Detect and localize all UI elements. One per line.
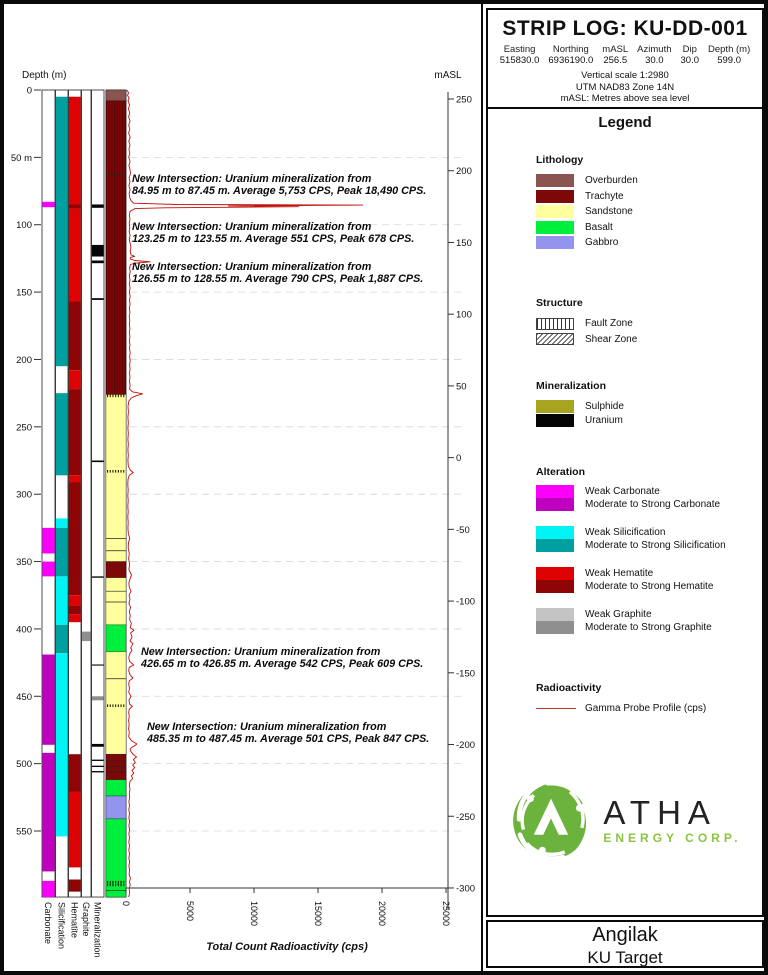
collar-field-value: 256.5: [603, 55, 628, 66]
cps-tick-label: 10000: [249, 901, 259, 927]
collar-field-label: Depth (m): [708, 44, 751, 55]
annotation-line2: 84.95 m to 87.45 m. Average 5,753 CPS, Peak 18,490 CPS.: [132, 185, 427, 197]
silicification-interval: [56, 518, 68, 527]
annotation-line1: New Intersection: Uranium mineralization from: [141, 646, 381, 658]
masl-axis-label: mASL: [434, 70, 462, 81]
strip-log-plot: [4, 4, 491, 975]
legend-section-structure: [536, 297, 756, 347]
company-logo: [488, 778, 762, 864]
page-title: STRIP LOG: KU-DD-001: [502, 17, 748, 40]
hematite-interval: [69, 475, 81, 482]
silicification-interval: [56, 97, 68, 366]
mineralization-interval: [92, 261, 104, 264]
masl-tick-label: 200: [456, 166, 472, 178]
logo-company-name: ATHA: [603, 793, 717, 831]
collar-field-value: 599.0: [717, 55, 741, 66]
collar-field: [681, 44, 700, 66]
legend-dual-swatch: [536, 608, 574, 634]
collar-field-value: 6936190.0: [548, 55, 594, 66]
legend-item-label: Overburden: [585, 175, 638, 187]
target-name: KU Target: [587, 948, 663, 967]
cps-tick-label: 25000: [441, 901, 451, 927]
gamma-probe-profile: [127, 90, 363, 897]
lithology-interval-basalt: [106, 625, 126, 652]
legend-dual-swatch: [536, 526, 574, 552]
legend-swatch: [536, 414, 574, 427]
legend-swatch: [536, 400, 574, 413]
depth-axis-label: Depth (m): [22, 70, 67, 81]
legend-item-label: Fault Zone: [585, 318, 633, 330]
depth-tick-label: 200: [16, 354, 32, 366]
atha-swirl-icon: [508, 778, 594, 864]
scale-notes: [488, 70, 762, 105]
masl-tick-label: -150: [456, 668, 476, 680]
collar-field-label: Azimuth: [637, 44, 672, 55]
intersection-annotation: [146, 721, 429, 745]
legend-title: Legend: [598, 114, 652, 131]
project-name: Angilak: [592, 924, 658, 946]
annotation-line2: 126.55 m to 128.55 m. Average 790 CPS, Peak 1,887 CPS.: [132, 273, 424, 285]
annotation-line2: 485.35 m to 487.45 m. Average 501 CPS, Peak 847 CPS.: [147, 733, 430, 745]
collar-field-value: 30.0: [680, 55, 699, 66]
legend-item-label: Sandstone: [585, 206, 633, 218]
hematite-interval: [69, 205, 81, 209]
shear-zone-swatch: [536, 333, 574, 345]
depth-tick-label: 50 m: [10, 152, 32, 164]
mineralization-interval: [92, 744, 104, 747]
collar-field: [500, 44, 540, 66]
legend-alteration-labels: [585, 526, 726, 552]
cps-tick-label: 20000: [377, 901, 387, 927]
lithology-interval-sandstone: [106, 394, 126, 561]
mineralization-interval: [92, 760, 104, 761]
collar-field: [602, 44, 628, 66]
legend-alteration-labels: [585, 567, 713, 593]
legend-heading: Radioactivity: [536, 682, 602, 694]
depth-tick-label: 350: [16, 557, 32, 569]
hematite-interval: [69, 595, 81, 606]
strong-label: Moderate to Strong Silicification: [585, 540, 726, 551]
mineralization-interval: [92, 664, 104, 665]
masl-tick-label: -250: [456, 811, 476, 823]
legend-dual-swatch: [536, 567, 574, 593]
legend-item: [536, 204, 756, 220]
hematite-interval: [69, 302, 81, 371]
legend-item: [536, 189, 756, 205]
depth-tick-label: 300: [16, 489, 32, 501]
legend-dual-swatch: [536, 485, 574, 511]
weak-swatch: [536, 567, 574, 580]
depth-tick-label: 500: [16, 759, 32, 771]
silicification-interval: [56, 653, 68, 836]
lithology-interval-trachyte: [106, 562, 126, 578]
masl-tick-label: -200: [456, 740, 476, 752]
legend-item: [536, 332, 756, 348]
hematite-interval: [69, 614, 81, 622]
lithology-interval-overburden: [106, 90, 126, 101]
hematite-interval: [69, 880, 81, 892]
annotation-line2: 426.65 m to 426.85 m. Average 542 CPS, Peak 609 CPS.: [141, 658, 424, 670]
collar-field-label: Easting: [503, 44, 536, 55]
strong-label: Moderate to Strong Carbonate: [585, 499, 721, 510]
carbonate-interval: [42, 562, 54, 577]
intersection-annotation: [132, 261, 423, 285]
info-panel: [486, 8, 764, 917]
annotation-line1: New Intersection: Uranium mineralization from: [132, 221, 372, 233]
legend-section-alteration: [536, 466, 756, 649]
collar-field-value: 515830.0: [499, 55, 540, 66]
hematite-interval: [69, 209, 81, 302]
weak-swatch: [536, 608, 574, 621]
logo-text: [603, 793, 742, 845]
lithology-interval-sandstone: [106, 578, 126, 625]
legend-section-mineralization: [536, 380, 756, 428]
legend-item: [536, 316, 756, 332]
silicification-interval: [56, 528, 68, 577]
legend-swatch: [536, 205, 574, 218]
collar-field-label: Northing: [552, 44, 589, 55]
scale-note-line: UTM NAD83 Zone 14N: [575, 81, 675, 93]
weak-label: Weak Silicification: [585, 527, 666, 538]
lithology-interval-gabbro: [106, 796, 126, 819]
legend-item: [536, 399, 756, 414]
masl-tick-label: -50: [456, 524, 470, 536]
depth-tick-label: 550: [16, 826, 32, 838]
masl-tick-label: 150: [456, 237, 472, 249]
collar-field: [548, 44, 593, 66]
legend-item: [536, 701, 756, 717]
silicification-interval: [56, 576, 68, 625]
lithology-interval-basalt: [106, 780, 126, 796]
lithology-interval-sandstone: [106, 652, 126, 754]
fault-zone-swatch: [536, 318, 574, 330]
weak-swatch: [536, 485, 574, 498]
strong-swatch: [536, 621, 574, 634]
cps-axis-title: Total Count Radioactivity (cps): [206, 941, 368, 953]
mineralization-interval: [92, 298, 104, 300]
legend-item-label: Gabbro: [585, 237, 619, 249]
legend-item-label: Sulphide: [585, 400, 624, 412]
carbonate-interval: [42, 881, 54, 897]
annotation-line1: New Intersection: Uranium mineralization from: [132, 261, 372, 273]
cps-tick-label: 5000: [185, 901, 195, 922]
legend-item-label: Basalt: [585, 221, 613, 233]
logo-subtitle: ENERGY CORP.: [603, 830, 742, 845]
mineralization-interval: [92, 771, 104, 772]
mineralization-interval: [92, 461, 104, 463]
carbonate-interval: [42, 528, 54, 554]
collar-fields: [488, 44, 762, 66]
weak-swatch: [536, 526, 574, 539]
silicification-interval: [56, 393, 68, 475]
legend-item-label: Trachyte: [585, 190, 624, 202]
masl-tick-label: 250: [456, 94, 472, 106]
legend-alteration-group: [536, 526, 756, 552]
collar-field: [637, 44, 671, 66]
cps-tick-label: 15000: [313, 901, 323, 927]
depth-tick-label: 450: [16, 691, 32, 703]
annotation-line1: New Intersection: Uranium mineralization from: [147, 721, 387, 733]
intersection-annotation: [132, 173, 426, 197]
collar-field-value: 30.0: [645, 55, 664, 66]
legend-heading: Alteration: [536, 466, 586, 478]
legend-item: [536, 235, 756, 251]
strong-label: Moderate to Strong Graphite: [585, 622, 712, 633]
scale-note-line: Vertical scale 1:2980: [581, 70, 669, 81]
carbonate-interval: [42, 202, 54, 207]
masl-tick-label: 100: [456, 309, 472, 321]
hematite-interval: [69, 389, 81, 475]
depth-tick-label: 0: [26, 85, 32, 97]
weak-label: Weak Hematite: [585, 568, 654, 579]
legend-alteration-group: [536, 567, 756, 593]
hematite-interval: [69, 370, 81, 389]
legend-heading: Structure: [536, 297, 583, 309]
mineralization-interval: [92, 696, 104, 700]
weak-label: Weak Carbonate: [585, 486, 660, 497]
legend-item: [536, 173, 756, 189]
masl-tick-label: -100: [456, 596, 476, 608]
legend-alteration-labels: [585, 485, 720, 511]
column-label-graphite: Graphite: [80, 902, 91, 937]
column-label-mineralization: Mineralization: [92, 902, 103, 958]
annotation-line2: 123.25 m to 123.55 m. Average 551 CPS, Peak 678 CPS.: [132, 233, 415, 245]
legend-item: [536, 220, 756, 236]
silicification-interval: [56, 625, 68, 653]
collar-field-label: mASL: [602, 44, 629, 55]
legend-heading: Lithology: [536, 154, 584, 166]
carbonate-interval: [42, 753, 54, 872]
masl-tick-label: 50: [456, 381, 467, 393]
mineralization-interval: [92, 204, 104, 207]
intersection-annotation: [140, 646, 423, 670]
title-block: [488, 10, 762, 109]
hematite-interval: [69, 606, 81, 614]
strong-swatch: [536, 580, 574, 593]
lithology-interval-trachyte: [106, 754, 126, 780]
legend-alteration-group: [536, 485, 756, 511]
column-label-carbonate: Carbonate: [43, 902, 53, 945]
legend-heading: Mineralization: [536, 380, 607, 392]
strong-swatch: [536, 539, 574, 552]
project-footer: [486, 920, 764, 968]
strong-swatch: [536, 498, 574, 511]
strong-label: Moderate to Strong Hematite: [585, 581, 714, 592]
hematite-interval: [69, 754, 81, 792]
weak-label: Weak Graphite: [585, 609, 652, 620]
legend-alteration-labels: [585, 608, 712, 634]
hematite-interval: [69, 97, 81, 205]
masl-tick-label: -300: [456, 883, 476, 895]
masl-tick-label: 0: [456, 453, 462, 465]
legend-item: [536, 414, 756, 429]
legend-swatch: [536, 221, 574, 234]
depth-tick-label: 250: [16, 422, 32, 434]
collar-field-label: Dip: [682, 44, 697, 55]
cps-tick-label: 0: [121, 901, 131, 907]
column-label-silicification: Silicification: [56, 902, 67, 950]
legend-alteration-group: [536, 608, 756, 634]
annotation-line1: New Intersection: Uranium mineralization from: [132, 173, 372, 185]
panel-divider: [481, 4, 483, 971]
depth-tick-label: 400: [16, 624, 32, 636]
mineralization-interval: [92, 576, 104, 577]
depth-tick-label: 100: [16, 220, 32, 232]
fault-zone-overlay: [106, 101, 126, 395]
column-frame-mineralization: [92, 90, 105, 897]
legend-swatch: [536, 190, 574, 203]
mineralization-interval: [92, 766, 104, 767]
column-label-hematite: Hematite: [69, 902, 80, 939]
legend-swatch: [536, 236, 574, 249]
legend-section-lithology: [536, 154, 756, 251]
hematite-interval: [69, 792, 81, 867]
legend-item-label: Gamma Probe Profile (cps): [585, 703, 707, 715]
depth-tick-label: 150: [16, 287, 32, 299]
collar-field: [708, 44, 750, 66]
legend-item-label: Shear Zone: [585, 333, 638, 345]
hematite-interval: [69, 482, 81, 595]
graphite-interval: [82, 632, 91, 641]
carbonate-interval: [42, 655, 54, 745]
mineralization-interval: [92, 245, 104, 257]
legend-swatch: [536, 174, 574, 187]
legend-section-radioactivity: [536, 682, 756, 717]
legend-item-label: Uranium: [585, 415, 623, 427]
gamma-line-sample: [536, 708, 576, 709]
column-frame-graphite: [82, 90, 92, 897]
scale-note-line: mASL: Metres above sea level: [560, 93, 690, 104]
